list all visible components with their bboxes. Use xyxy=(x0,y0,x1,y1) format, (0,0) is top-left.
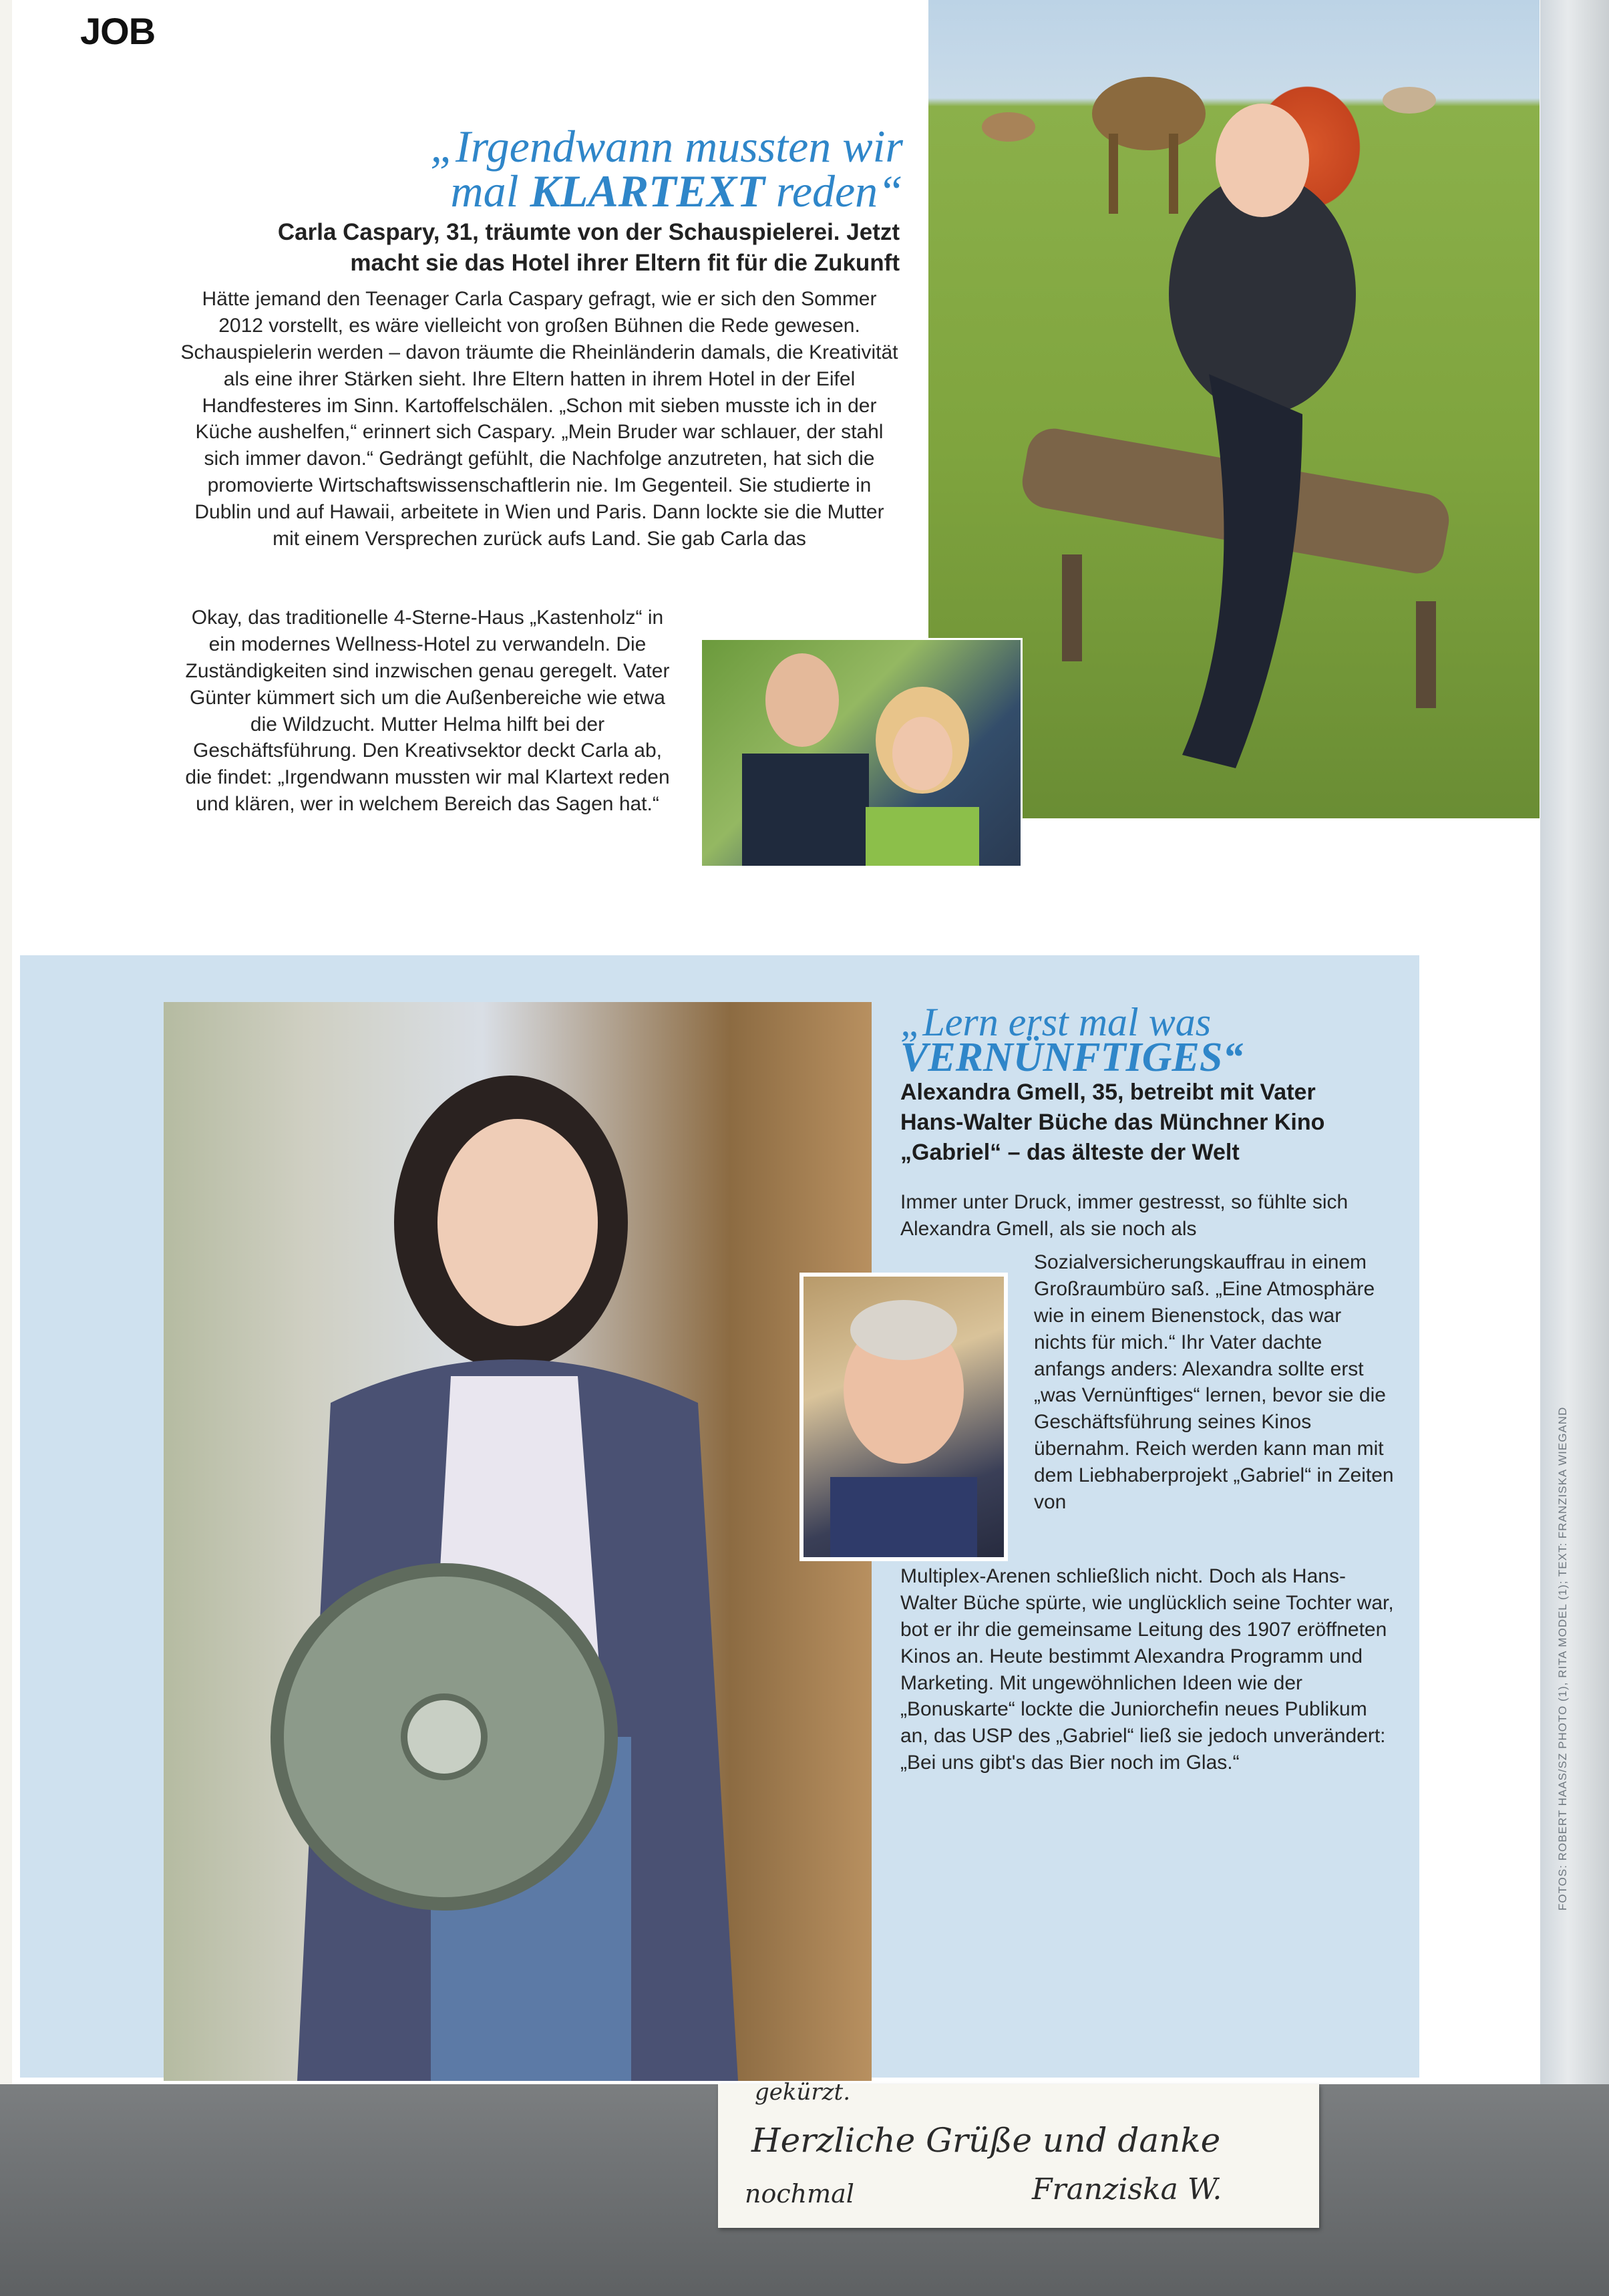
section-label: JOB xyxy=(80,10,156,52)
headline-article2-line2 xyxy=(900,1037,1243,1078)
headline-article1-line2 xyxy=(450,168,903,214)
photo-parents-illustration xyxy=(702,640,1021,866)
headline-article2-bold: VERNÜNFTIGES“ xyxy=(900,1035,1244,1080)
note-line-2: nochmal xyxy=(745,2179,854,2208)
body-article2-side: Sozialversicherungskauffrau in einem Großraumbüro saß. „Eine Atmosphäre wie in einem Bienenstock, das war nichts für mich.“ Ihr Vater dachte anfangs anders: Alexandra sollte erst „was Vernünftiges“ lernen, bevor sie die Geschäftsführung seines Kinos übernahm. Reich werden kann man mit dem Liebhaberprojekt „Gabriel“ in Zeiten von xyxy=(1034,1251,1394,1514)
photo-alexandra-illustration xyxy=(164,1002,872,2081)
note-signature: Franziska W. xyxy=(1032,2172,1222,2206)
photo-credit: FOTOS: ROBERT HAAS/SZ PHOTO (1), RITA MODEL (1); TEXT: FRANZISKA WIEGAND xyxy=(1556,1406,1569,1911)
subheadline-article2: Alexandra Gmell, 35, betreibt mit Vater Hans-Walter Büche das Münchner Kino „Gabriel“ – das älteste der Welt xyxy=(900,1080,1325,1166)
photo-alexandra-gmell xyxy=(164,1002,872,2081)
headline-article1-suffix: reden“ xyxy=(764,166,903,216)
body-article1-wrap: Okay, das traditionelle 4-Sterne-Haus „Kastenholz“ in ein modernes Wellness-Hotel zu verwandeln. Die Zuständigkeiten sind inzwischen genau geregelt. Vater Günter kümmert sich um die Außenbereiche wie etwa die Wildzucht. Mutter Helma hilft bei der Geschäftsführung. Den Kreativsektor deckt Carla ab, die findet: „Irgendwann mussten wir mal Klartext reden und klären, wer in welchem Bereich das Sagen hat.“ xyxy=(185,607,670,816)
headline-article1-prefix: mal xyxy=(450,166,530,216)
headline-article2-line1: „Lern erst mal was xyxy=(900,1000,1212,1044)
note-line-0: gekürzt. xyxy=(755,2079,851,2106)
body-article2-bottom: Multiplex-Arenen schließlich nicht. Doch als Hans-Walter Büche spürte, wie unglücklich seine Tochter war, bot er ihr die gemeinsame Leitung des 1907 eröffneten Kinos an. Heute bestimmt Alexandra Programm und Marketing. Mit ungewöhnlichen Ideen wie der „Bonuskarte“ lockte die Juniorchefin neues Publikum an, das USP des „Gabriel“ ließ sie jedoch unverändert: „Bei uns gibt's das Bier noch im Glas.“ xyxy=(900,1565,1394,1774)
headline-article1-line1: „Irgendwann mussten wir xyxy=(430,121,903,172)
subheadline-article1: Carla Caspary, 31, träumte von der Schauspielerei. Jetzt macht sie das Hotel ihrer Eltern fit für die Zukunft xyxy=(277,219,900,276)
body-article1-main: Hätte jemand den Teenager Carla Caspary gefragt, wie er sich den Sommer 2012 vorstellt, es wäre vielleicht von großen Bühnen die Rede gewesen. Schauspielerin werden – davon träumte die Rheinländerin damals, die Kreativität als eine ihrer Stärken sieht. Ihre Eltern hatten in ihrem Hotel in der Eifel Handfesteres im Sinn. Kartoffelschälen. „Schon mit sieben musste ich in der Küche aushelfen,“ erinnert sich Caspary. „Mein Bruder war schlauer, der stahl sich immer davon.“ Gedrängt gefühlt, die Nachfolge anzutreten, hat sich die promovierte Wirtschaftswissenschaftlerin nie. Im Gegenteil. Sie studierte in Dublin und auf Hawaii, arbeitete in Wien und Paris. Dann lockte sie die Mutter mit einem Versprechen zurück aufs Land. Sie gab Carla das xyxy=(180,288,898,550)
body-article2-top: Immer unter Druck, immer gestresst, so fühlte sich Alexandra Gmell, als sie noch als xyxy=(900,1191,1349,1240)
photo-parents xyxy=(700,638,1023,868)
note-line-1: Herzliche Grüße und danke xyxy=(751,2121,1221,2160)
photo-father-illustration xyxy=(803,1277,1004,1557)
headline-article1-bold: KLARTEXT xyxy=(530,166,765,216)
photo-hans-walter-bueche xyxy=(799,1273,1008,1561)
